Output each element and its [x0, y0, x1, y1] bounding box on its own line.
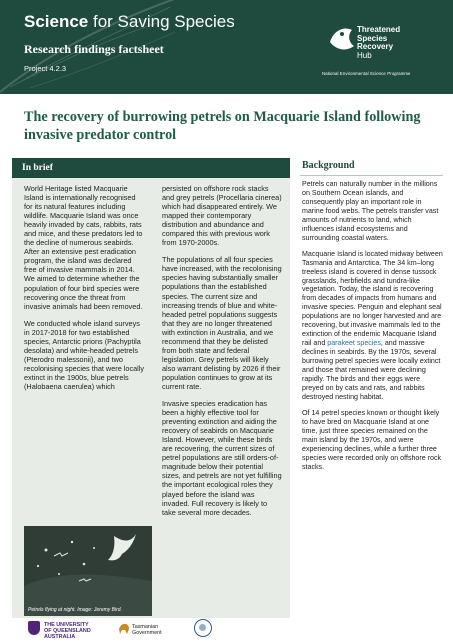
footer-logos: THE UNIVERSITY OF QUEENSLAND AUSTRALIA Tasmanian Government — [0, 619, 453, 643]
paragraph: World Heritage listed Macquarie Island is internationally recognised for its natural features including wildlife. Macquarie Island was once heavily invaded by cats, rabbits, rats and mice, and these predators led to the decline of numerous seabirds. After an extensive pest eradication program, the island was declared free of invasive mammals in 2014. We aimed to determine whether the population of four bird species were recovering once the threat from invasive animals had been removed. — [24, 184, 143, 311]
seal-logo-icon — [194, 619, 212, 637]
background-text — [300, 180, 443, 472]
in-brief-heading: In brief — [12, 158, 290, 178]
photo-caption: Petrels flying at night. Image: Jeremy Bird. — [28, 607, 122, 613]
tasmanian-government-logo: Tasmanian Government — [118, 619, 130, 640]
tasmanian-tiger-icon — [118, 619, 130, 635]
parakeet-species-link[interactable]: parakeet species — [327, 339, 381, 348]
in-brief-column-1 — [24, 184, 146, 399]
paragraph: We conducted whole island surveys in 2017-2018 for two established species, Antarctic prions (Pachyptila desolata) and white-headed petrels (Pterodro malessonii), and two recolonising species that were locally extinct in the 1900s, blue petrels (Halobaena caerulea) which — [24, 318, 145, 391]
background-section — [300, 160, 443, 479]
paragraph: The populations of all four species have increased, with the recolonising species having substantially smaller populations than the established species. The current size and increasing trends of blue and white-headed petrel populations suggests that they are no longer threatened with extinction in Australia, and we recommend that they be delisted from both state and federal legislation. Grey petrels will likely also warrant delisting by 2026 if their population continues to grow at its current rate. — [162, 255, 282, 391]
petrels-photo — [24, 526, 152, 616]
paragraph: Petrels can naturally number in the millions on Southern Ocean islands, and consequently play an important role in marine food webs. The petrels transfer vast amounts of nutrients to land, which influences island ecosystems and surrounding coastal waters. — [302, 180, 439, 242]
in-brief-column-2 — [162, 184, 282, 525]
series-title: Science for Saving Species — [24, 12, 235, 31]
uq-crest-icon — [28, 621, 40, 635]
background-heading: Background — [300, 160, 443, 176]
project-number: Project 4.2.3 — [24, 64, 67, 73]
page-title: The recovery of burrowing petrels on Macquarie Island following invasive predator control — [24, 109, 421, 143]
paragraph: persisted on offshore rock stacks and grey petrels (Procellaria cinerea) which had disappeared entirely. We mapped their contemporary distribution and abundance and compared this with previous work from 1970-2000s. — [162, 184, 282, 248]
paragraph: Of 14 petrel species known or thought likely to have bred on Macquarie Island at one time, just three species remained on the main island by the 1970s, and were experiencing declines, while a further three species were recorded only on offshore rock stacks. — [302, 408, 442, 471]
nesp-label: National Environmental Science Programme — [322, 71, 411, 76]
in-brief-panel — [12, 158, 290, 618]
factsheet-subtitle: Research findings factsheet — [24, 42, 164, 56]
paragraph: Macquarie Island is located midway between Tasmania and Antarctica. The 34 km–long treeless island is covered in dense tussock grasslands, herbfields and tundra-like vegetation. Today, the island is recovering from decades of impacts from humans and invasive species. Penguin and elephant seal populations are no longer harvested and are recovering, but invasive mammals led to the extinction of the endemic Macquarie Island rail and parakeet species, and massive declines in seabirds. By the 1970s, several burrowing petrel species were locally extinct and those that remained were declining rapidly. The birds and their eggs were preyed on by cats and rats, and rabbits destroyed nesting habitat. — [302, 249, 443, 401]
header-banner — [0, 0, 453, 94]
paragraph: Invasive species eradication has been a highly effective tool for preventing extinction and aiding the recovery of seabirds on Macquarie Island. However, while these birds are recovering, the current sizes of petrel populations are still orders-of-magnitude below their potential sizes, and petrels are not yet fulfilling the important ecological roles they played before the island was invaded. Full recovery is likely to take several more decades. — [162, 399, 282, 517]
hub-name: Threatened Species Recovery Hub — [357, 25, 401, 60]
